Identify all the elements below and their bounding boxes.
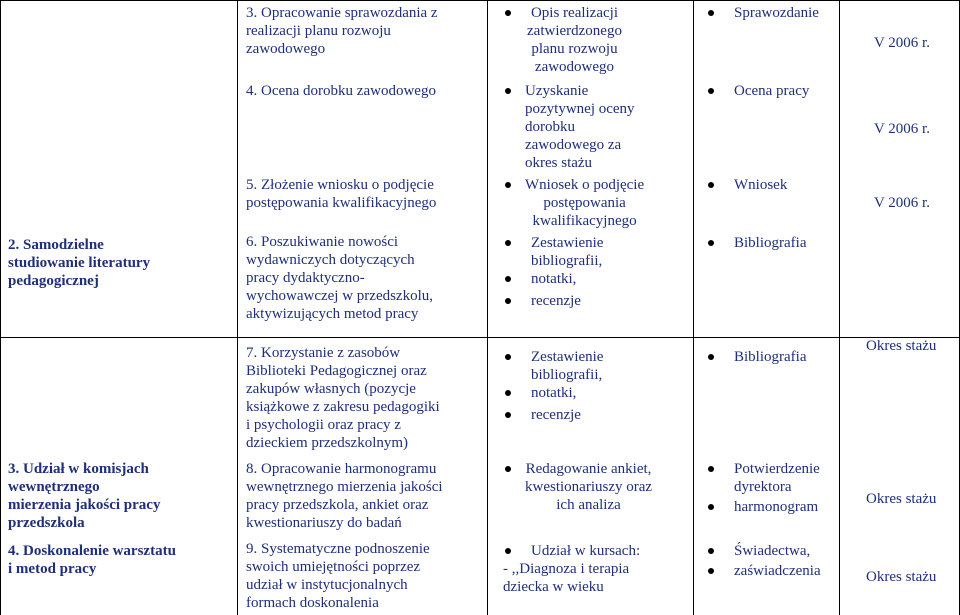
area-4-title: 4. Doskonalenie warsztatu i metod pracy bbox=[8, 543, 176, 577]
bullet-icon bbox=[708, 10, 714, 16]
area-2-title: 2. Samodzielne studiowanie literatury pedagogicznej bbox=[8, 237, 151, 289]
deadline: V 2006 r. bbox=[874, 35, 930, 51]
form-item: Zestawienie bibliografii, bbox=[505, 234, 603, 270]
task-7: 7. Korzystanie z zasobów Biblioteki Pedagogicznej oraz zakupów własnych (pozycje książkowe z zakresu pedagogiki i psychologii oraz pracy z dzieckiem przedszkolnym) bbox=[246, 345, 440, 451]
bullet-icon bbox=[708, 354, 714, 360]
form-item: Opis realizacji zatwierdzonego planu rozwoju zawodowego bbox=[505, 4, 622, 76]
task-4: 4. Ocena dorobku zawodowego bbox=[246, 83, 436, 99]
bullet-icon bbox=[708, 240, 714, 246]
deadline: Okres stażu bbox=[866, 338, 937, 354]
bullet-icon bbox=[505, 276, 511, 282]
bullet-icon bbox=[708, 466, 714, 472]
column-divider bbox=[839, 0, 840, 615]
evidence-item: Bibliografia bbox=[708, 234, 806, 252]
bullet-icon bbox=[505, 10, 511, 16]
form-item: Redagowanie ankiet, kwestionariuszy oraz ich analiza bbox=[505, 460, 652, 514]
evidence-item: Bibliografia bbox=[708, 348, 806, 366]
column-divider bbox=[487, 0, 488, 615]
column-divider bbox=[237, 0, 238, 615]
evidence-item: Ocena pracy bbox=[708, 82, 809, 100]
evidence-item: Wniosek bbox=[708, 176, 787, 194]
bullet-icon bbox=[708, 88, 714, 94]
bullet-icon bbox=[505, 390, 511, 396]
column-divider bbox=[693, 0, 694, 615]
bullet-icon bbox=[708, 548, 714, 554]
bullet-icon bbox=[505, 466, 511, 472]
form-item: recenzje bbox=[505, 292, 581, 310]
evidence-item: Sprawozdanie bbox=[708, 4, 819, 22]
bullet-icon bbox=[708, 504, 714, 510]
evidence-item: harmonogram bbox=[708, 498, 818, 516]
table-top-border bbox=[0, 0, 960, 1]
bullet-icon bbox=[708, 182, 714, 188]
form-item: Uzyskanie pozytywnej oceny dorobku zawodowego za okres stażu bbox=[505, 82, 635, 172]
form-item: notatki, bbox=[505, 270, 576, 288]
form-item: notatki, bbox=[505, 384, 576, 402]
bullet-icon bbox=[505, 240, 511, 246]
bullet-icon bbox=[505, 412, 511, 418]
form-item: Zestawienie bibliografii, bbox=[505, 348, 603, 384]
bullet-icon bbox=[505, 354, 511, 360]
row-divider bbox=[0, 337, 960, 338]
task-3: 3. Opracowanie sprawozdania z realizacji planu rozwoju zawodowego bbox=[246, 5, 438, 57]
task-5: 5. Złożenie wniosku o podjęcie postępowania kwalifikacyjnego bbox=[246, 177, 437, 211]
bullet-icon bbox=[505, 88, 511, 94]
task-9: 9. Systematyczne podnoszenie swoich umiejętności poprzez udział w instytucjonalnych formach doskonalenia bbox=[246, 541, 430, 611]
bullet-icon bbox=[505, 548, 511, 554]
column-divider bbox=[0, 0, 1, 615]
form-item: Udział w kursach: bbox=[505, 542, 640, 560]
bullet-icon bbox=[505, 298, 511, 304]
task-6: 6. Poszukiwanie nowości wydawniczych dotyczących pracy dydaktyczno- wychowawczej w przedszkolu, aktywizujących metod pracy bbox=[246, 234, 434, 322]
evidence-item: Potwierdzenie dyrektora bbox=[708, 460, 820, 496]
deadline: V 2006 r. bbox=[874, 195, 930, 211]
deadline: Okres stażu bbox=[866, 491, 937, 507]
form-item: recenzje bbox=[505, 406, 581, 424]
evidence-item: Świadectwa, bbox=[708, 542, 810, 560]
task-8: 8. Opracowanie harmonogramu wewnętrznego mierzenia jakości pracy przedszkola, ankiet oraz kwestionariuszy do badań bbox=[246, 461, 443, 531]
deadline: Okres stażu bbox=[866, 569, 937, 585]
form-item: Wniosek o podjęcie postępowania kwalifikacyjnego bbox=[505, 176, 644, 230]
area-3-title: 3. Udział w komisjach wewnętrznego mierzenia jakości pracy przedszkola bbox=[8, 461, 161, 531]
deadline: V 2006 r. bbox=[874, 121, 930, 137]
evidence-item: zaświadczenia bbox=[708, 562, 821, 580]
course-title: - ,,Diagnoza i terapia dziecka w wieku bbox=[503, 561, 630, 595]
bullet-icon bbox=[505, 182, 511, 188]
bullet-icon bbox=[708, 568, 714, 574]
